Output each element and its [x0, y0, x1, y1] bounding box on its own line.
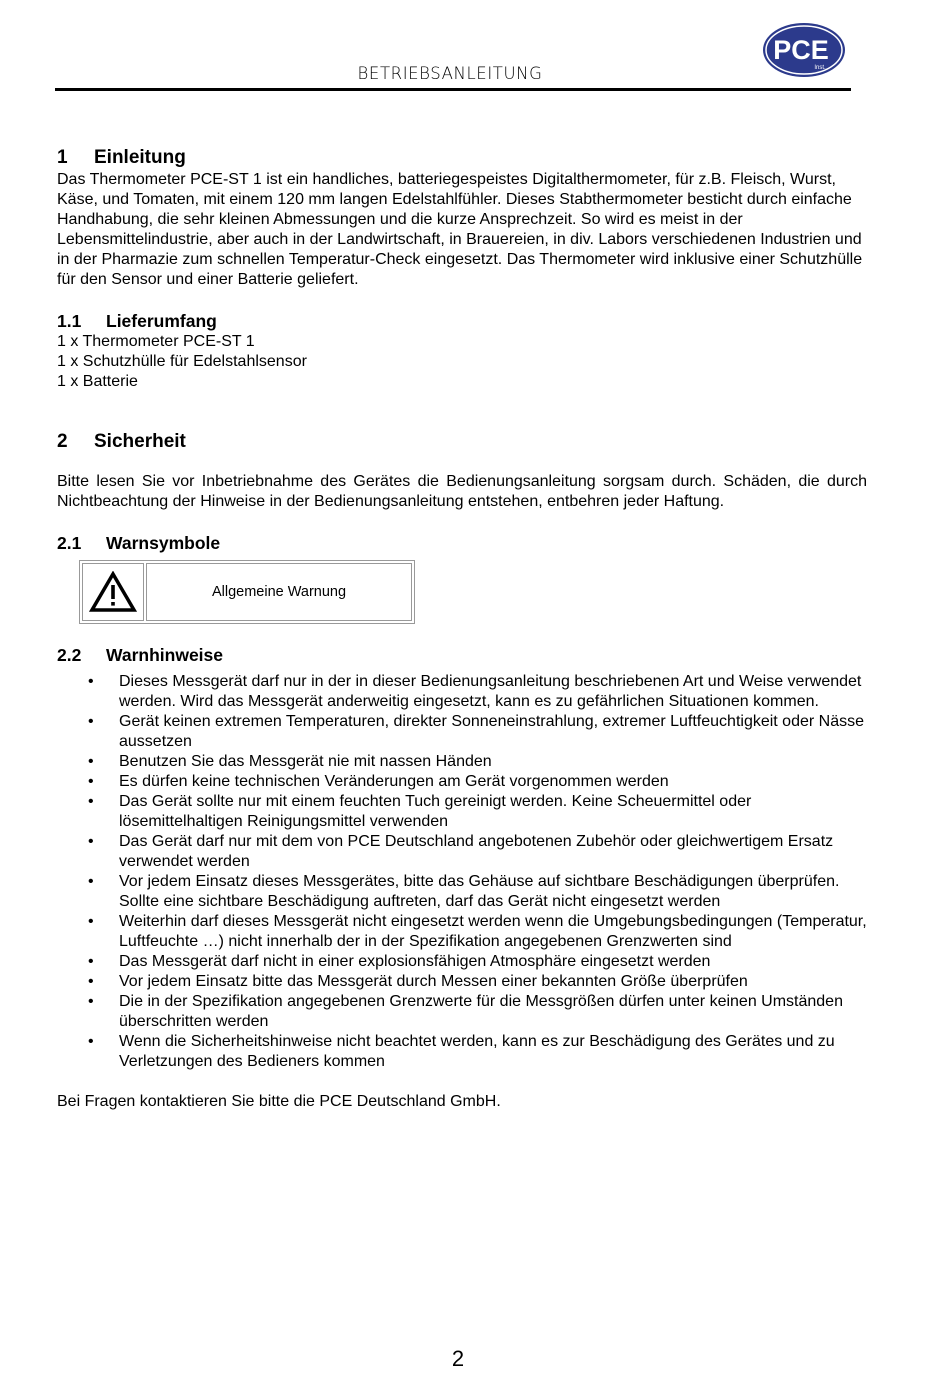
list-item: • Wenn die Sicherheitshinweise nicht beachtet werden, kann es zur Beschädigung des Gerätes und zu Verletzungen des Bedieners kommen [57, 1032, 867, 1072]
section-safety [57, 430, 867, 512]
header-rule [55, 88, 851, 91]
subsection-title: Warnsymbole [106, 533, 221, 553]
subsection-heading [57, 532, 867, 554]
section-heading [57, 146, 867, 170]
list-item: • Das Messgerät darf nicht in einer explosionsfähigen Atmosphäre eingesetzt werden [57, 952, 867, 972]
section-warn-symbols [57, 532, 867, 624]
list-item: 1 x Thermometer PCE-ST 1 [57, 333, 255, 350]
list-item: • Vor jedem Einsatz dieses Messgerätes, bitte das Gehäuse auf sichtbare Beschädigungen überprüfen. Sollte eine sichtbare Beschädigung auftreten, darf das Gerät nicht eingesetzt werden [57, 872, 867, 912]
safety-paragraph: Bitte lesen Sie vor Inbetriebnahme des Gerätes die Bedienungsanleitung sorgsam durch. Schäden, die durch Nichtbeachtung der Hinweise in der Bedienungsanleitung entstehen, entbehren jeder Haftung. [57, 473, 867, 510]
subsection-title: Lieferumfang [106, 311, 217, 331]
subsection-title: Warnhinweise [106, 645, 224, 665]
section-title: Einleitung [94, 147, 186, 168]
list-item: • Vor jedem Einsatz bitte das Messgerät durch Messen einer bekannten Größe überprüfen [57, 972, 867, 992]
subsection-number: 1.1 [57, 311, 82, 331]
list-item: 1 x Schutzhülle für Edelstahlsensor [57, 353, 307, 370]
intro-paragraph: Das Thermometer PCE-ST 1 ist ein handliches, batteriegespeistes Digitalthermometer, für z.B. Fleisch, Wurst, Käse, und Tomaten, mit einem 120 mm langen Edelstahlfühler. Dieses Stabthermometer besticht durch einfache Handhabung, die sehr kleinen Abmessungen und die kurze Ansprechzeit. So wird es meist in der Lebensmittelindustrie, aber auch in der Landwirtschaft, in Brauereien, in div. Labors verschiedenen Industrien und in der Pharmazie zum schnellen Temperatur-Check eingesetzt. Das Thermometer wird inklusive einer Schutzhülle für den Sensor und einer Batterie geliefert. [57, 171, 863, 288]
section-warnings [57, 644, 867, 1072]
section-title: Sicherheit [94, 431, 186, 452]
section-number: 2 [57, 431, 68, 452]
list-item: • Das Gerät sollte nur mit einem feuchten Tuch gereinigt werden. Keine Scheuermittel oder lösemittelhaltigen Reinigungsmittel verwenden [57, 792, 867, 832]
subsection-number: 2.2 [57, 645, 82, 665]
header-title: BETRIEBSANLEITUNG [357, 64, 543, 83]
pce-logo [762, 22, 846, 78]
logo-sub: Inst. [814, 65, 826, 71]
list-item: • Weiterhin darf dieses Messgerät nicht eingesetzt werden wenn die Umgebungsbedingungen (Temperatur, Luftfeuchte …) nicht innerhalb der in der Spezifikation angegebenen Grenzwerten sind [57, 912, 867, 952]
warning-symbol-table [79, 560, 415, 624]
subsection-heading [57, 644, 867, 666]
subsection-number: 2.1 [57, 533, 82, 553]
section-intro [57, 146, 867, 290]
list-item: • Dieses Messgerät darf nur in der in dieser Bedienungsanleitung beschriebenen Art und Weise verwendet werden. Wird das Messgerät anderweitig eingesetzt, kann es zu gefährlichen Situationen kommen. [57, 672, 867, 712]
delivery-list [57, 332, 867, 392]
list-item: 1 x Batterie [57, 373, 138, 390]
warning-symbol-label: Allgemeine Warnung [146, 563, 412, 621]
document-body [57, 146, 867, 1112]
subsection-heading [57, 310, 867, 332]
page-number: 2 [451, 1346, 465, 1371]
warning-triangle-icon [89, 571, 137, 613]
section-number: 1 [57, 147, 68, 168]
list-item: • Das Gerät darf nur mit dem von PCE Deutschland angebotenen Zubehör oder gleichwertigem Ersatz verwendet werden [57, 832, 867, 872]
section-delivery [57, 310, 867, 392]
warning-symbol-cell [82, 563, 144, 621]
list-item: • Benutzen Sie das Messgerät nie mit nassen Händen [57, 752, 867, 772]
logo-text: PCE [773, 35, 829, 65]
closing-paragraph: Bei Fragen kontaktieren Sie bitte die PCE Deutschland GmbH. [57, 1093, 501, 1110]
list-item: • Gerät keinen extremen Temperaturen, direkter Sonneneinstrahlung, extremer Luftfeuchtigkeit oder Nässe aussetzen [57, 712, 867, 752]
section-heading [57, 430, 867, 454]
warnings-list [57, 672, 867, 1072]
list-item: • Es dürfen keine technischen Veränderungen am Gerät vorgenommen werden [57, 772, 867, 792]
list-item: • Die in der Spezifikation angegebenen Grenzwerte für die Messgrößen dürfen unter keinen Umständen überschritten werden [57, 992, 867, 1032]
